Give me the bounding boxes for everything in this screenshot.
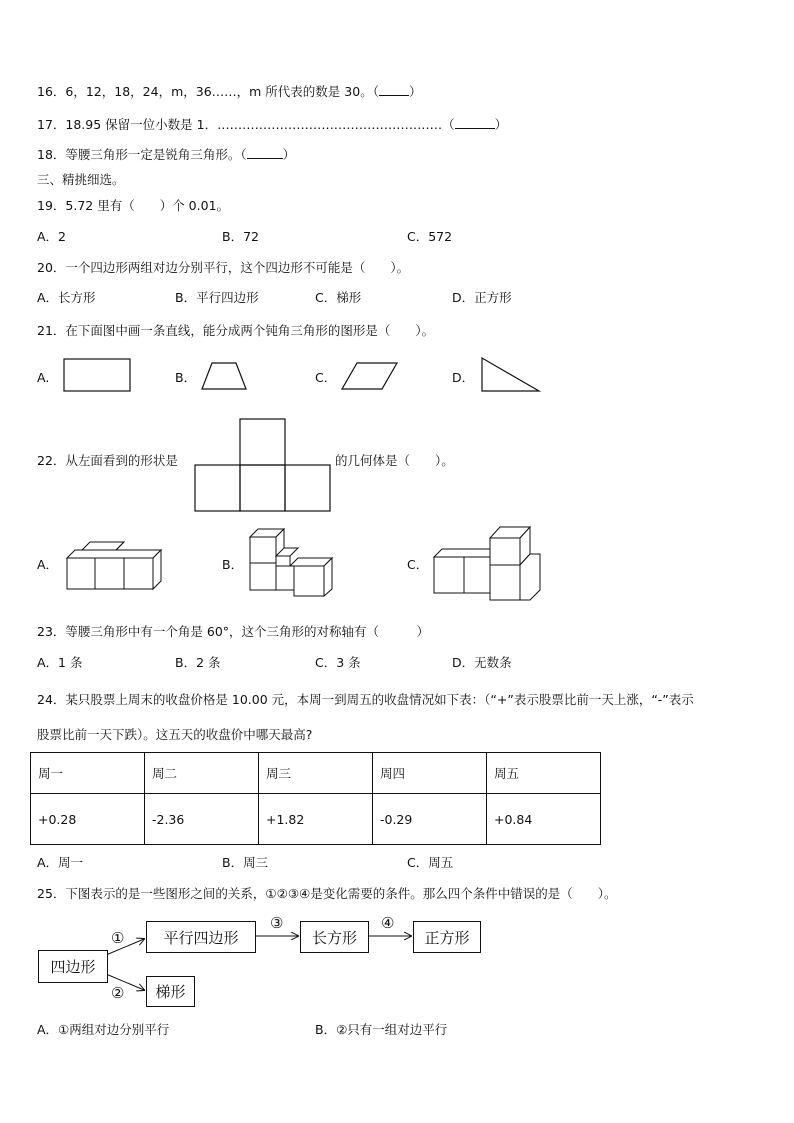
condition-mark-3: ③ [270, 914, 284, 932]
box-trapezoid: 梯形 [146, 976, 195, 1007]
option-d[interactable]: D．无数条 [452, 655, 512, 670]
question-25-stem: 25．下图表示的是一些图形之间的关系，①②③④是变化需要的条件。那么四个条件中错误的是（ ）。 [37, 886, 617, 901]
question-16-text: 16．6，12，18，24，m，36……，m 所代表的数是 30。（ [37, 84, 379, 99]
table-header-cell: 周一 [31, 753, 145, 794]
option-c[interactable]: C． [407, 557, 429, 572]
box-rectangle: 长方形 [300, 921, 369, 953]
option-d[interactable]: D．正方形 [452, 290, 512, 305]
option-a[interactable]: A．①两组对边分别平行 [37, 1022, 170, 1037]
table-cell: -2.36 [145, 794, 259, 845]
option-c[interactable]: C． [315, 370, 337, 385]
option-b[interactable]: B．②只有一组对边平行 [315, 1022, 448, 1037]
option-a[interactable]: A．长方形 [37, 290, 96, 305]
question-22-stem-right: 的几何体是（ ）。 [335, 453, 454, 468]
paren: ） [282, 147, 296, 162]
option-c[interactable]: C．梯形 [315, 290, 362, 305]
paren: ） [408, 84, 422, 99]
section-heading: 三、精挑细选。 [37, 172, 125, 187]
option-b[interactable]: B．平行四边形 [175, 290, 259, 305]
table-cell: +1.82 [259, 794, 373, 845]
option-b[interactable]: B．周三 [222, 855, 269, 870]
option-b[interactable]: B． [222, 557, 244, 572]
table-header-cell: 周四 [373, 753, 487, 794]
option-a[interactable]: A. [37, 370, 50, 385]
option-c[interactable]: C．周五 [407, 855, 454, 870]
option-a[interactable]: A．周一 [37, 855, 84, 870]
box-quadrilateral: 四边形 [38, 950, 108, 983]
table-cell: +0.84 [487, 794, 601, 845]
table-header-cell: 周二 [145, 753, 259, 794]
question-18-text: 18．等腰三角形一定是锐角三角形。（ [37, 147, 247, 162]
option-d[interactable]: D． [452, 370, 475, 385]
box-square: 正方形 [413, 921, 481, 953]
question-17-text: 17．18.95 保留一位小数是 1．………………………………………………（ [37, 117, 455, 132]
condition-mark-2: ② [111, 984, 125, 1002]
table-header-cell: 周五 [487, 753, 601, 794]
paren: ） [494, 117, 508, 132]
question-21-stem: 21．在下面图中画一条直线，能分成两个钝角三角形的图形是（ ）。 [37, 323, 435, 338]
table-header-cell: 周三 [259, 753, 373, 794]
question-23-stem: 23．等腰三角形中有一个角是 60°，这个三角形的对称轴有（ ） [37, 624, 430, 639]
condition-mark-4: ④ [381, 914, 395, 932]
question-20-stem: 20．一个四边形两组对边分别平行，这个四边形不可能是（ ）。 [37, 260, 410, 275]
option-b[interactable]: B．72 [222, 229, 259, 244]
option-a[interactable]: A．2 [37, 229, 67, 244]
question-19-stem: 19．5.72 里有（ ）个 0.01。 [37, 198, 230, 213]
option-b[interactable]: B．2 条 [175, 655, 221, 670]
box-parallelogram: 平行四边形 [146, 921, 256, 953]
question-24-line1: 24．某只股票上周末的收盘价格是 10.00 元，本周一到周五的收盘情况如下表：（“+”表示股票比前一天上涨，“-”表示 [37, 692, 694, 707]
table-cell: +0.28 [31, 794, 145, 845]
question-24-line2: 股票比前一天下跌）。这五天的收盘价中哪天最高? [37, 727, 313, 742]
option-c[interactable]: C．572 [407, 229, 453, 244]
condition-mark-1: ① [111, 929, 125, 947]
question-22-stem-left: 22．从左面看到的形状是 [37, 453, 178, 468]
table-cell: -0.29 [373, 794, 487, 845]
option-a[interactable]: A．1 条 [37, 655, 83, 670]
option-b[interactable]: B． [175, 370, 197, 385]
option-c[interactable]: C．3 条 [315, 655, 361, 670]
option-a[interactable]: A． [37, 557, 59, 572]
